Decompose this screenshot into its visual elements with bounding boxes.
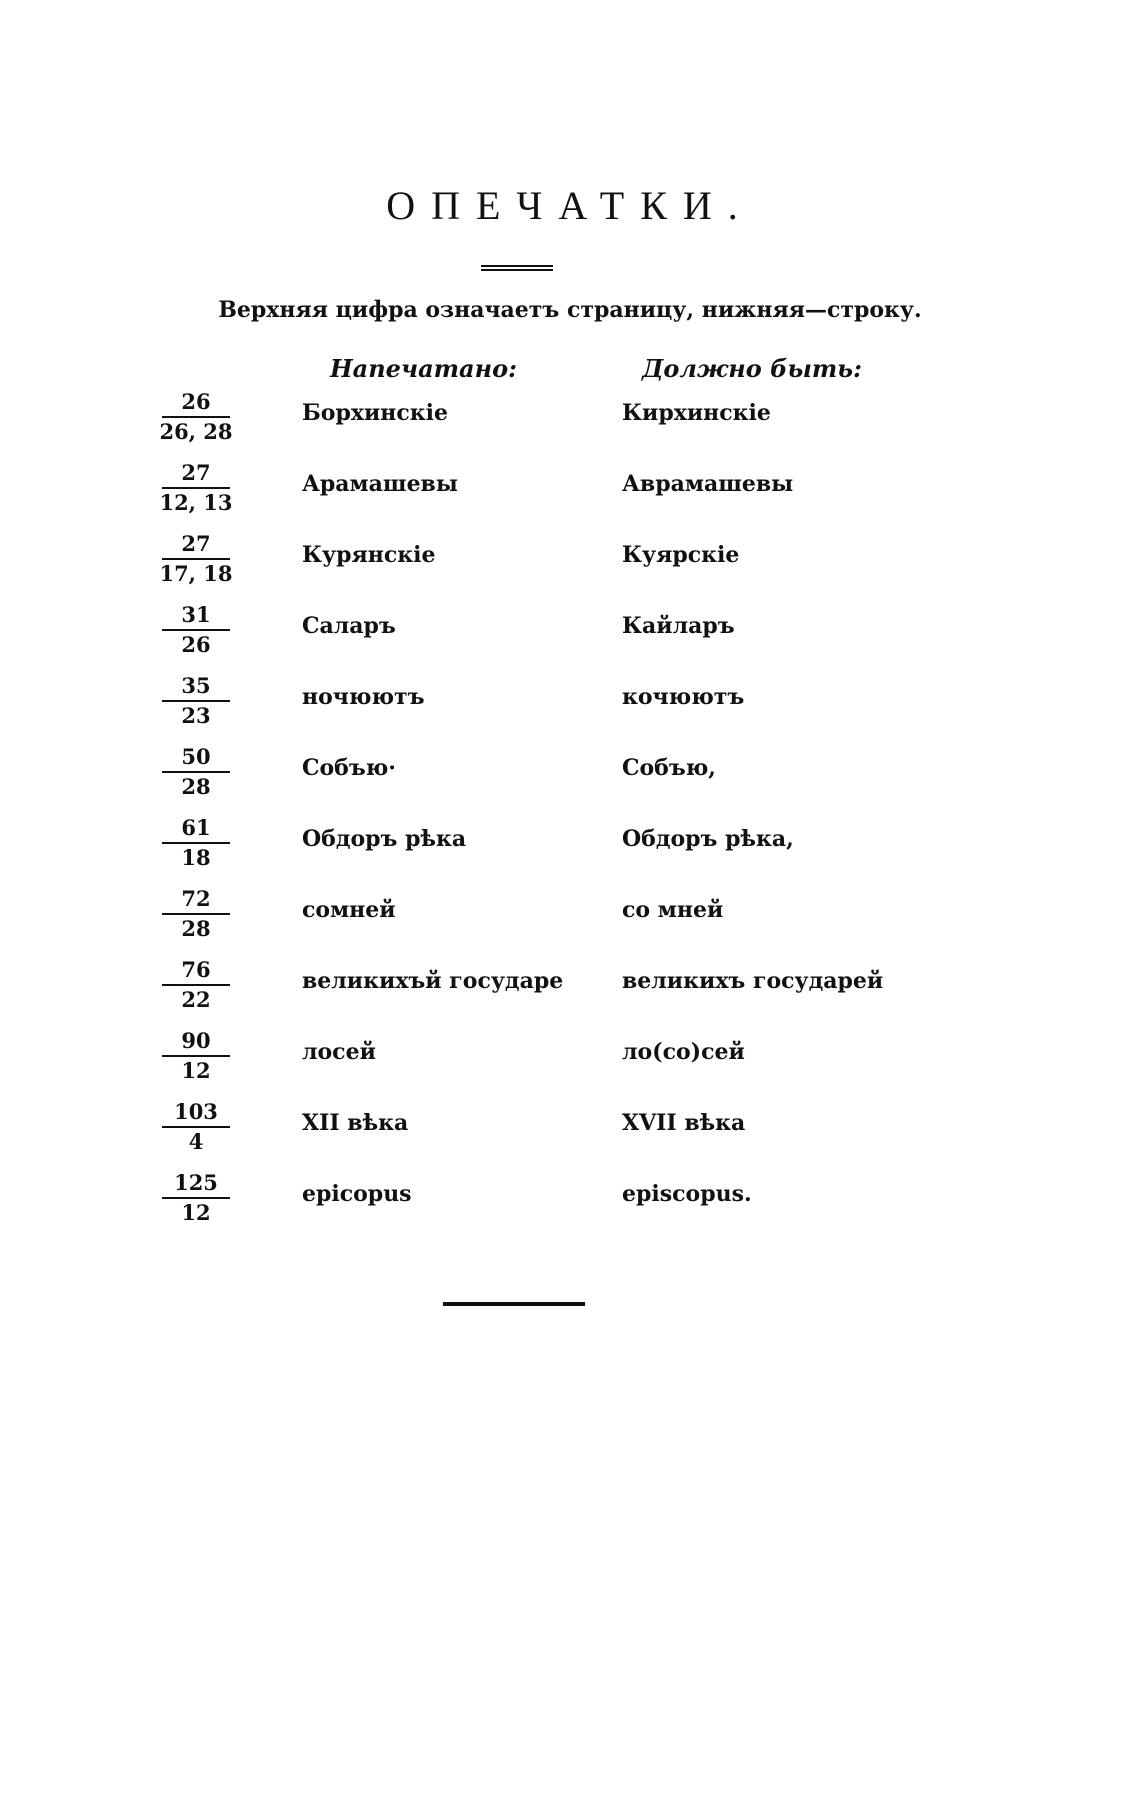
correct-text: XVII вѣка <box>622 1110 746 1136</box>
page-number: 50 <box>181 744 211 769</box>
line-number: 22 <box>181 987 211 1012</box>
printed-text: великихъй государе <box>302 968 564 994</box>
page-subtitle: Верхняя цифра означаетъ страницу, нижняя—строку. <box>218 297 922 323</box>
errata-row <box>0 887 1140 958</box>
page-line-fraction <box>158 1029 234 1085</box>
line-number: 12, 13 <box>159 490 233 515</box>
page-number: 72 <box>181 886 211 911</box>
correct-text: кочюютъ <box>622 684 745 710</box>
errata-row <box>0 603 1140 674</box>
line-number: 26 <box>181 632 211 657</box>
line-number: 4 <box>188 1129 204 1154</box>
errata-row <box>0 958 1140 1029</box>
errata-row <box>0 1029 1140 1100</box>
page-line-fraction <box>158 958 234 1014</box>
page-line-fraction <box>158 887 234 943</box>
printed-text: Курянскіе <box>302 542 436 568</box>
correct-text: Куярскіе <box>622 542 740 568</box>
errata-row <box>0 745 1140 816</box>
line-number: 28 <box>181 916 211 941</box>
correct-text: Обдоръ рѣка, <box>622 826 794 852</box>
line-number: 18 <box>181 845 211 870</box>
correct-text: со мней <box>622 897 724 923</box>
page-line-fraction <box>158 390 234 446</box>
printed-text: Борхинскіе <box>302 400 449 426</box>
printed-text: сомней <box>302 897 396 923</box>
correct-text: episcopus. <box>622 1181 752 1207</box>
column-header-printed: Напечатано: <box>330 354 517 383</box>
errata-row <box>0 461 1140 532</box>
page-line-fraction <box>158 816 234 872</box>
correct-text: Собъю, <box>622 755 716 781</box>
line-number: 28 <box>181 774 211 799</box>
correct-text: Кирхинскіе <box>622 400 771 426</box>
errata-row <box>0 1171 1140 1242</box>
printed-text: лосей <box>302 1039 376 1065</box>
page-number: 26 <box>181 389 211 414</box>
line-number: 12 <box>181 1058 211 1083</box>
errata-row <box>0 390 1140 461</box>
printed-text: Арамашевы <box>302 471 458 497</box>
closing-rule <box>443 1302 585 1306</box>
page-number: 90 <box>181 1028 211 1053</box>
correct-text: Аврамашевы <box>622 471 794 497</box>
printed-text: ночюютъ <box>302 684 425 710</box>
printed-text: Обдоръ рѣка <box>302 826 467 852</box>
title-double-rule <box>481 265 553 271</box>
errata-row <box>0 674 1140 745</box>
errata-row <box>0 1100 1140 1171</box>
page-line-fraction <box>158 745 234 801</box>
page-line-fraction <box>158 1171 234 1227</box>
errata-row <box>0 816 1140 887</box>
page-line-fraction <box>158 532 234 588</box>
page-line-fraction <box>158 674 234 730</box>
errata-row <box>0 532 1140 603</box>
page-number: 76 <box>181 957 211 982</box>
column-header-correct: Должно быть: <box>642 354 862 383</box>
page-number: 35 <box>181 673 211 698</box>
page-number: 103 <box>174 1099 218 1124</box>
line-number: 17, 18 <box>159 561 233 586</box>
page-title: ОПЕЧАТКИ. <box>386 183 754 228</box>
printed-text: XII вѣка <box>302 1110 409 1136</box>
page-number: 125 <box>174 1170 218 1195</box>
page-number: 27 <box>181 531 211 556</box>
printed-text: Собъю· <box>302 755 396 781</box>
page-number: 61 <box>181 815 211 840</box>
printed-text: epicopus <box>302 1181 412 1207</box>
page-line-fraction <box>158 461 234 517</box>
printed-text: Саларъ <box>302 613 396 639</box>
correct-text: великихъ государей <box>622 968 884 994</box>
correct-text: ло(со)сей <box>622 1039 745 1065</box>
correct-text: Кайларъ <box>622 613 735 639</box>
page-line-fraction <box>158 603 234 659</box>
line-number: 23 <box>181 703 211 728</box>
page-number: 31 <box>181 602 211 627</box>
page-number: 27 <box>181 460 211 485</box>
line-number: 12 <box>181 1200 211 1225</box>
page-line-fraction <box>158 1100 234 1156</box>
line-number: 26, 28 <box>159 419 233 444</box>
